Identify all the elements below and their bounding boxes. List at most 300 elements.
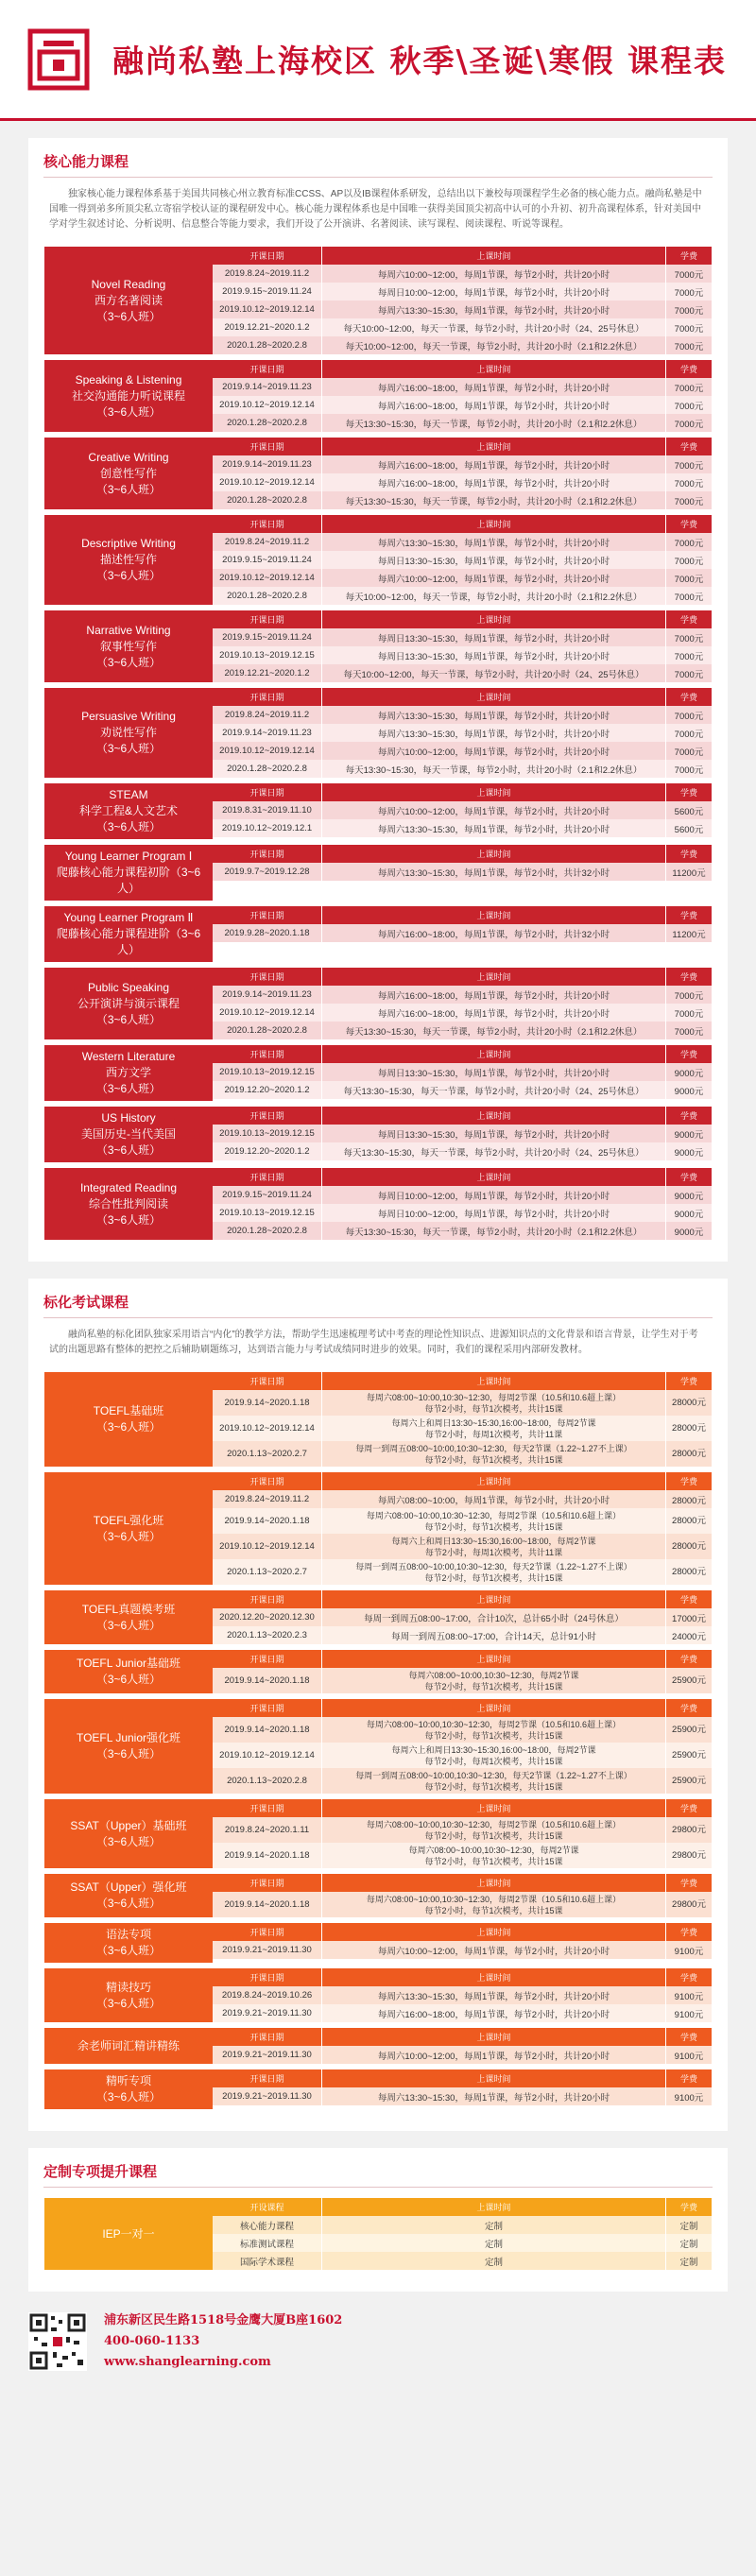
col-header-fee: 学费 bbox=[679, 442, 697, 452]
course-block bbox=[43, 782, 713, 840]
cell-time: 每天10:00~12:00，每天一节课，每节2小时，共计20小时（24、25号休息） bbox=[322, 318, 666, 336]
cell-date: 2019.9.15~2019.11.24 bbox=[213, 551, 322, 569]
col-header-date: 开课日期 bbox=[213, 2069, 322, 2087]
table-row bbox=[213, 1534, 712, 1559]
table-row bbox=[213, 1204, 712, 1222]
cell-date: 2019.9.14~2019.11.23 bbox=[213, 986, 322, 1004]
page-header bbox=[0, 0, 756, 121]
course-name bbox=[44, 1799, 213, 1868]
cell-time: 每周一到周五08:00~17:00，合计14天，总计91小时 bbox=[322, 1626, 666, 1644]
cell-date: 2019.8.24~2019.11.2 bbox=[213, 533, 322, 551]
cell-time: 每周六16:00~18:00，每周1节课，每节2小时，共计20小时 bbox=[322, 473, 666, 491]
cell-fee: 24000元 bbox=[672, 1631, 706, 1642]
course-schedule bbox=[213, 1699, 712, 1794]
table-row bbox=[213, 1441, 712, 1467]
cell-fee: 7000元 bbox=[674, 496, 704, 507]
cell-time: 每周一到周五08:00~17:00，合计10次，总计65小时（24号休息） bbox=[322, 1608, 666, 1626]
col-header-time: 上课时间 bbox=[322, 610, 666, 628]
section-title: 核心能力课程 bbox=[43, 151, 713, 178]
schedule-header bbox=[213, 1168, 712, 1186]
col-header-fee: 学费 bbox=[679, 1377, 697, 1386]
table-row bbox=[213, 1986, 712, 2004]
course-schedule bbox=[213, 515, 712, 605]
table-row bbox=[213, 2046, 712, 2064]
course-block bbox=[43, 359, 713, 433]
course-list bbox=[43, 2197, 713, 2271]
cell-time bbox=[322, 1668, 666, 1693]
course-name-line: （3~6人班） bbox=[95, 1618, 162, 1632]
table-row bbox=[213, 396, 712, 414]
course-name-line: Persuasive Writing bbox=[81, 710, 176, 723]
col-header-date: 开课日期 bbox=[213, 515, 322, 533]
cell-time-text: 每周六08:00~10:00,10:30~12:30，每周2节课（10.5和10.6超上课） 每节2小时，每节1次模考，共计15课 bbox=[366, 1510, 622, 1532]
col-header-fee: 学费 bbox=[679, 615, 697, 625]
cell-date: 2019.10.12~2019.12.14 bbox=[213, 473, 322, 491]
cell-date: 2019.9.14~2019.11.23 bbox=[213, 724, 322, 742]
cell-date: 2019.9.14~2019.11.23 bbox=[213, 455, 322, 473]
course-name-line: （3~6人班） bbox=[95, 1944, 162, 1957]
cell-time: 每天13:30~15:30，每天一节课，每节2小时，共计20小时（2.1和2.2休息） bbox=[322, 1022, 666, 1039]
col-header-date: 开课日期 bbox=[213, 1107, 322, 1125]
schedule-header bbox=[213, 2028, 712, 2046]
course-block bbox=[43, 1471, 713, 1586]
table-row bbox=[213, 924, 712, 942]
course-name-line: （3~6人班） bbox=[95, 655, 162, 669]
cell-fee: 7000元 bbox=[674, 556, 704, 567]
website-link[interactable]: www.shanglearning.com bbox=[104, 2355, 271, 2369]
cell-time-text: 每周一到周五08:00~10:00,10:30~12:30，每天2节课（1.22~1.27不上课） 每节2小时，每节1次模考，共计15课 bbox=[355, 1770, 632, 1792]
table-row bbox=[213, 336, 712, 354]
col-header-time: 上课时间 bbox=[322, 906, 666, 924]
col-header-time: 上课时间 bbox=[322, 360, 666, 378]
course-name bbox=[44, 610, 213, 682]
col-header-fee: 学费 bbox=[679, 251, 697, 261]
course-name bbox=[44, 247, 213, 354]
cell-fee: 7000元 bbox=[674, 651, 704, 662]
cell-date: 2019.10.12~2019.12.14 bbox=[213, 1416, 322, 1441]
col-header-fee: 学费 bbox=[679, 1477, 697, 1486]
course-schedule bbox=[213, 1590, 712, 1644]
course-name-line: （3~6人班） bbox=[95, 2090, 162, 2104]
table-row bbox=[213, 1004, 712, 1022]
cell-date: 2019.10.12~2019.12.14 bbox=[213, 396, 322, 414]
course-schedule bbox=[213, 610, 712, 682]
course-name-line: Creative Writing bbox=[88, 450, 169, 464]
course-name-line: Young Learner Program Ⅱ bbox=[63, 911, 194, 924]
cell-time: 每周六16:00~18:00，每周1节课，每节2小时，共计20小时 bbox=[322, 986, 666, 1004]
col-header-time: 上课时间 bbox=[322, 1045, 666, 1063]
cell-time bbox=[322, 1717, 666, 1743]
course-name-line: TOEFL Junior强化班 bbox=[76, 1731, 181, 1744]
col-header-time: 上课时间 bbox=[322, 515, 666, 533]
col-header-date: 开设课程 bbox=[213, 2198, 322, 2216]
col-header-date: 开课日期 bbox=[213, 1799, 322, 1817]
table-row bbox=[213, 1222, 712, 1240]
cell-time: 每周六16:00~18:00，每周1节课，每节2小时，共计32小时 bbox=[322, 924, 666, 942]
table-row bbox=[213, 1559, 712, 1585]
cell-date: 2019.9.14~2020.1.18 bbox=[213, 1892, 322, 1917]
col-header-fee: 学费 bbox=[679, 365, 697, 374]
col-header-date: 开课日期 bbox=[213, 1372, 322, 1390]
schedule-header bbox=[213, 438, 712, 455]
cell-date: 2019.9.14~2020.1.18 bbox=[213, 1717, 322, 1743]
course-block bbox=[43, 844, 713, 902]
table-row bbox=[213, 628, 712, 646]
cell-time bbox=[322, 1768, 666, 1794]
col-header-date: 开课日期 bbox=[213, 1472, 322, 1490]
table-row bbox=[213, 1626, 712, 1644]
table-row bbox=[213, 2087, 712, 2105]
schedule-header bbox=[213, 610, 712, 628]
cell-time: 每周六13:30~15:30，每周1节课，每节2小时，共计20小时 bbox=[322, 819, 666, 837]
cell-time: 每周六08:00~10:00，每周1节课，每节2小时，共计20小时 bbox=[322, 1490, 666, 1508]
col-header-time: 上课时间 bbox=[322, 845, 666, 863]
course-name-line: （3~6人班） bbox=[95, 1996, 162, 2010]
cell-date: 2019.12.20~2020.1.2 bbox=[213, 1081, 322, 1099]
course-schedule bbox=[213, 1650, 712, 1693]
cell-date: 2019.10.12~2019.12.14 bbox=[213, 301, 322, 318]
cell-time bbox=[322, 1534, 666, 1559]
course-name-line: IEP一对一 bbox=[102, 2226, 155, 2241]
schedule-header bbox=[213, 1699, 712, 1717]
cell-fee: 25900元 bbox=[672, 1724, 706, 1735]
cell-date: 2020.1.28~2020.2.8 bbox=[213, 1022, 322, 1039]
col-header-time: 上课时间 bbox=[322, 2028, 666, 2046]
col-header-time: 上课时间 bbox=[322, 1874, 666, 1892]
cell-fee: 7000元 bbox=[674, 1026, 704, 1038]
col-header-fee: 学费 bbox=[679, 1704, 697, 1713]
section-intro: 独家核心能力课程体系基于美国共同核心州立教育标准CCSS、AP以及IB课程体系研发，总结出以下兼校每项课程学生必备的核心能力点。融尚私塾是中国唯一得到弟多所顶尖私立寄宿学校认证的课程研发中心。核心能力课程体系也是中国唯一获得美国顶尖初高中认可的小升初、初升高课程体系，针对美国中学对学生叙述讨论、分析说明、信息整合等能力要求，我们开设了公开演讲、名著阅读、读写课程、阅读课程、听说等课程。 bbox=[49, 189, 702, 230]
cell-time: 每天13:30~15:30，每天一节课，每节2小时，共计20小时（24、25号休息） bbox=[322, 1081, 666, 1099]
table-row bbox=[213, 301, 712, 318]
table-row bbox=[213, 819, 712, 837]
course-name bbox=[44, 1968, 213, 2022]
course-name-line: （3~6人班） bbox=[95, 1834, 162, 1848]
cell-fee: 25900元 bbox=[672, 1749, 706, 1760]
course-name-line: （3~6人班） bbox=[95, 742, 162, 755]
course-name bbox=[44, 1590, 213, 1644]
table-row bbox=[213, 1668, 712, 1693]
col-header-date: 开课日期 bbox=[213, 906, 322, 924]
cell-fee: 28000元 bbox=[672, 1397, 706, 1408]
table-row bbox=[213, 551, 712, 569]
cell-fee: 11200元 bbox=[672, 929, 706, 940]
table-row bbox=[213, 706, 712, 724]
course-name-line: Public Speaking bbox=[87, 980, 170, 994]
cell-time: 每周六16:00~18:00，每周1节课，每节2小时，共计20小时 bbox=[322, 1004, 666, 1022]
cell-time bbox=[322, 1817, 666, 1843]
course-schedule bbox=[213, 783, 712, 839]
col-header-fee: 学费 bbox=[679, 2074, 697, 2084]
cell-date: 2019.9.14~2020.1.18 bbox=[213, 1843, 322, 1868]
col-header-time: 上课时间 bbox=[322, 968, 666, 986]
col-header-fee: 学费 bbox=[679, 1928, 697, 1937]
course-name bbox=[44, 845, 213, 901]
cell-date: 2020.1.28~2020.2.8 bbox=[213, 760, 322, 778]
course-name-line: 叙事性写作 bbox=[99, 639, 157, 653]
course-name-line: SSAT（Upper）基础班 bbox=[70, 1818, 187, 1832]
course-name-line: 描述性写作 bbox=[99, 553, 157, 566]
cell-date: 2019.10.13~2019.12.15 bbox=[213, 1125, 322, 1142]
course-name-line: （3~6人班） bbox=[95, 1673, 162, 1686]
col-header-time: 上课时间 bbox=[322, 1799, 666, 1817]
cell-time: 每周日10:00~12:00，每周1节课，每节2小时，共计20小时 bbox=[322, 283, 666, 301]
table-row bbox=[213, 318, 712, 336]
course-schedule bbox=[213, 688, 712, 778]
col-header-date: 开课日期 bbox=[213, 1874, 322, 1892]
cell-date: 2019.9.21~2019.11.30 bbox=[213, 2087, 322, 2105]
schedule-header bbox=[213, 1107, 712, 1125]
course-name bbox=[44, 1699, 213, 1794]
course-name-line: Narrative Writing bbox=[86, 623, 171, 637]
cell-time: 每周六13:30~15:30，每周1节课，每节2小时，共计20小时 bbox=[322, 2087, 666, 2105]
cell-fee: 5600元 bbox=[674, 824, 704, 835]
table-row bbox=[213, 724, 712, 742]
cell-date: 2019.9.21~2019.11.30 bbox=[213, 1941, 322, 1959]
course-name bbox=[44, 438, 213, 509]
col-header-time: 上课时间 bbox=[322, 1372, 666, 1390]
col-header-fee: 学费 bbox=[679, 2203, 697, 2212]
cell-date: 2019.10.12~2019.12.14 bbox=[213, 742, 322, 760]
cell-fee: 7000元 bbox=[674, 419, 704, 430]
cell-fee: 9100元 bbox=[674, 2009, 704, 2020]
table-row bbox=[213, 2216, 712, 2234]
course-schedule bbox=[213, 1045, 712, 1101]
cell-fee: 28000元 bbox=[672, 1566, 706, 1577]
schedule-header bbox=[213, 360, 712, 378]
cell-date: 2019.8.24~2019.11.2 bbox=[213, 265, 322, 283]
schedule-header bbox=[213, 1650, 712, 1668]
col-header-fee: 学费 bbox=[679, 1655, 697, 1664]
course-name-line: （3~6人班） bbox=[95, 1747, 162, 1760]
cell-fee: 9100元 bbox=[674, 2051, 704, 2062]
cell-time bbox=[322, 1416, 666, 1441]
col-header-fee: 学费 bbox=[679, 1595, 697, 1605]
col-header-fee: 学费 bbox=[679, 972, 697, 982]
schedule-header bbox=[213, 688, 712, 706]
col-header-time: 上课时间 bbox=[322, 1699, 666, 1717]
schedule-header bbox=[213, 2198, 712, 2216]
cell-date: 2020.1.13~2020.2.3 bbox=[213, 1626, 322, 1644]
cell-time-text: 每周六上和周日13:30~15:30,16:00~18:00，每周2节课 每节2小时，每周1次模考，共计15课 bbox=[391, 1744, 596, 1766]
cell-time bbox=[322, 1843, 666, 1868]
cell-fee: 9100元 bbox=[674, 1946, 704, 1957]
col-header-time: 上课时间 bbox=[322, 2069, 666, 2087]
course-schedule bbox=[213, 906, 712, 962]
course-block bbox=[43, 437, 713, 510]
col-header-date: 开课日期 bbox=[213, 247, 322, 265]
col-header-date: 开课日期 bbox=[213, 783, 322, 801]
cell-date: 标准测试课程 bbox=[213, 2234, 322, 2252]
course-name bbox=[44, 906, 213, 962]
course-name-line: Young Learner Program Ⅰ bbox=[64, 850, 193, 863]
table-row bbox=[213, 378, 712, 396]
schedule-header bbox=[213, 1968, 712, 1986]
col-header-time: 上课时间 bbox=[322, 688, 666, 706]
cell-fee: 7000元 bbox=[674, 729, 704, 740]
table-row bbox=[213, 414, 712, 432]
cell-date: 2019.9.15~2019.11.24 bbox=[213, 628, 322, 646]
table-row bbox=[213, 1390, 712, 1416]
page-title: 融尚私塾上海校区 秋季\圣诞\寒假 课程表 bbox=[112, 43, 728, 79]
course-name-line: （3~6人班） bbox=[95, 1012, 162, 1026]
course-block bbox=[43, 967, 713, 1040]
table-row bbox=[213, 863, 712, 881]
cell-time bbox=[322, 1441, 666, 1467]
core-courses-section bbox=[28, 138, 728, 1262]
course-block bbox=[43, 610, 713, 683]
schedule-header bbox=[213, 1045, 712, 1063]
cell-date: 2020.1.28~2020.2.8 bbox=[213, 414, 322, 432]
cell-date: 2019.12.20~2020.1.2 bbox=[213, 1142, 322, 1160]
table-row bbox=[213, 569, 712, 587]
col-header-fee: 学费 bbox=[679, 911, 697, 920]
cell-time bbox=[322, 1892, 666, 1917]
cell-date: 2019.10.13~2019.12.15 bbox=[213, 1204, 322, 1222]
course-schedule bbox=[213, 438, 712, 509]
cell-fee: 28000元 bbox=[672, 1422, 706, 1434]
cell-time: 每周日13:30~15:30，每周1节课，每节2小时，共计20小时 bbox=[322, 628, 666, 646]
schedule-header bbox=[213, 1923, 712, 1941]
cell-fee: 定制 bbox=[679, 2221, 698, 2232]
table-row bbox=[213, 1892, 712, 1917]
col-header-date: 开课日期 bbox=[213, 2028, 322, 2046]
cell-fee: 7000元 bbox=[674, 460, 704, 472]
cell-time: 每周日10:00~12:00，每周1节课，每节2小时，共计20小时 bbox=[322, 1186, 666, 1204]
cell-fee: 7000元 bbox=[674, 711, 704, 722]
cell-fee: 9000元 bbox=[674, 1129, 704, 1141]
table-row bbox=[213, 1941, 712, 1959]
cell-date: 2019.9.15~2019.11.24 bbox=[213, 1186, 322, 1204]
cell-time: 每周六16:00~18:00，每周1节课，每节2小时，共计20小时 bbox=[322, 396, 666, 414]
cell-time: 每周日13:30~15:30，每周1节课，每节2小时，共计20小时 bbox=[322, 646, 666, 664]
course-name-line: 爬藤核心能力课程进阶（3~6人） bbox=[56, 927, 201, 956]
table-row bbox=[213, 986, 712, 1004]
table-row bbox=[213, 1142, 712, 1160]
cell-date: 2019.10.12~2019.12.1 bbox=[213, 819, 322, 837]
table-row bbox=[213, 1125, 712, 1142]
cell-date: 2019.9.14~2020.1.18 bbox=[213, 1390, 322, 1416]
course-name-line: （3~6人班） bbox=[95, 569, 162, 582]
course-schedule bbox=[213, 1923, 712, 1963]
course-block bbox=[43, 1698, 713, 1795]
course-name-line: 爬藤核心能力课程初阶（3~6人） bbox=[56, 866, 201, 895]
table-row bbox=[213, 2234, 712, 2252]
col-header-date: 开课日期 bbox=[213, 438, 322, 455]
cell-fee: 28000元 bbox=[672, 1495, 706, 1506]
schedule-header bbox=[213, 906, 712, 924]
table-row bbox=[213, 760, 712, 778]
col-header-date: 开课日期 bbox=[213, 1045, 322, 1063]
cell-fee: 7000元 bbox=[674, 538, 704, 549]
cell-time-text: 每周六08:00~10:00,10:30~12:30，每周2节课（10.5和10.6超上课） 每节2小时，每节1次模考，共计15课 bbox=[366, 1392, 622, 1414]
table-row bbox=[213, 664, 712, 682]
course-name bbox=[44, 1168, 213, 1240]
exam-courses-section bbox=[28, 1279, 728, 2131]
course-name-line: 余老师词汇精讲精练 bbox=[77, 2038, 180, 2052]
course-schedule bbox=[213, 1472, 712, 1585]
cell-time: 每周六10:00~12:00，每周1节课，每节2小时，共计20小时 bbox=[322, 1941, 666, 1959]
course-name-line: 精读技巧 bbox=[105, 1980, 151, 1994]
cell-fee: 7000元 bbox=[674, 1008, 704, 1020]
course-name-line: （3~6人班） bbox=[95, 309, 162, 323]
cell-time: 每周六16:00~18:00，每周1节课，每节2小时，共计20小时 bbox=[322, 455, 666, 473]
cell-fee: 11200元 bbox=[672, 867, 706, 879]
course-name bbox=[44, 2198, 213, 2270]
cell-date: 2019.10.13~2019.12.15 bbox=[213, 1063, 322, 1081]
col-header-date: 开课日期 bbox=[213, 1168, 322, 1186]
cell-time: 每周六10:00~12:00，每周1节课，每节2小时，共计20小时 bbox=[322, 2046, 666, 2064]
phone-text: 400-060-1133 bbox=[104, 2334, 200, 2348]
col-header-time: 上课时间 bbox=[322, 783, 666, 801]
col-header-fee: 学费 bbox=[679, 1173, 697, 1182]
col-header-time: 上课时间 bbox=[322, 1923, 666, 1941]
table-row bbox=[213, 2004, 712, 2022]
cell-date: 2019.9.15~2019.11.24 bbox=[213, 283, 322, 301]
col-header-time: 上课时间 bbox=[322, 247, 666, 265]
col-header-fee: 学费 bbox=[679, 1111, 697, 1121]
cell-fee: 7000元 bbox=[674, 669, 704, 680]
course-name-line: Integrated Reading bbox=[79, 1180, 178, 1194]
cell-fee: 25900元 bbox=[672, 1775, 706, 1786]
cell-time: 每天13:30~15:30，每天一节课，每节2小时，共计20小时（2.1和2.2休息） bbox=[322, 1222, 666, 1240]
footer bbox=[28, 2310, 728, 2382]
course-name-line: 科学工程&人文艺术 bbox=[78, 804, 178, 817]
course-block bbox=[43, 2027, 713, 2065]
cell-fee: 29800元 bbox=[672, 1849, 706, 1861]
cell-date: 2020.1.13~2020.2.7 bbox=[213, 1441, 322, 1467]
course-block bbox=[43, 1649, 713, 1694]
course-name bbox=[44, 688, 213, 778]
course-name bbox=[44, 968, 213, 1039]
cell-time: 每周日13:30~15:30，每周1节课，每节2小时，共计20小时 bbox=[322, 551, 666, 569]
course-name bbox=[44, 1923, 213, 1963]
schedule-header bbox=[213, 968, 712, 986]
cell-time-text: 每周一到周五08:00~10:00,10:30~12:30，每天2节课（1.22~1.27不上课） 每节2小时，每节1次模考，共计15课 bbox=[355, 1443, 632, 1465]
col-header-time: 上课时间 bbox=[322, 1650, 666, 1668]
cell-fee: 7000元 bbox=[674, 764, 704, 776]
course-name-line: 美国历史-当代美国 bbox=[81, 1127, 176, 1141]
cell-date: 2019.8.24~2020.1.11 bbox=[213, 1817, 322, 1843]
section-intro: 融尚私塾的标化团队独家采用语言“内化”的教学方法，帮助学生迅速梳理考试中考查的理论性知识点、进源知识点的文化背景和语言背景，让学生对于考试的出题思路有整体的把控之后辅助刷题练习，达到语言能力与考试成绩同时进步的效果。同时，我们的课程采用内部研发教材。 bbox=[49, 1330, 698, 1355]
course-block bbox=[43, 246, 713, 355]
col-header-date: 开课日期 bbox=[213, 968, 322, 986]
cell-time-text: 每周六08:00~10:00,10:30~12:30，每周2节课（10.5和10.6超上课） 每节2小时，每节1次模考，共计15课 bbox=[366, 1894, 622, 1915]
cell-date: 2019.8.31~2019.11.10 bbox=[213, 801, 322, 819]
course-schedule bbox=[213, 1107, 712, 1162]
table-row bbox=[213, 533, 712, 551]
cell-time: 每周六10:00~12:00，每周1节课，每节2小时，共计20小时 bbox=[322, 569, 666, 587]
table-row bbox=[213, 2252, 712, 2270]
cell-time bbox=[322, 1508, 666, 1534]
course-block bbox=[43, 1371, 713, 1468]
cell-date: 2020.1.28~2020.2.8 bbox=[213, 491, 322, 509]
table-row bbox=[213, 455, 712, 473]
schedule-header bbox=[213, 247, 712, 265]
course-name-line: （3~6人班） bbox=[95, 404, 162, 419]
course-block bbox=[43, 1044, 713, 1102]
table-row bbox=[213, 1081, 712, 1099]
course-name-line: （3~6人班） bbox=[95, 1529, 162, 1543]
col-header-time: 上课时间 bbox=[322, 1168, 666, 1186]
table-row bbox=[213, 742, 712, 760]
course-name-line: 劝说性写作 bbox=[99, 726, 157, 739]
col-header-date: 开课日期 bbox=[213, 1968, 322, 1986]
cell-fee: 7000元 bbox=[674, 287, 704, 299]
cell-time: 定制 bbox=[322, 2252, 666, 2270]
contact-info bbox=[104, 2310, 342, 2373]
cell-time: 每天13:30~15:30，每天一节课，每节2小时，共计20小时（2.1和2.2休息） bbox=[322, 491, 666, 509]
